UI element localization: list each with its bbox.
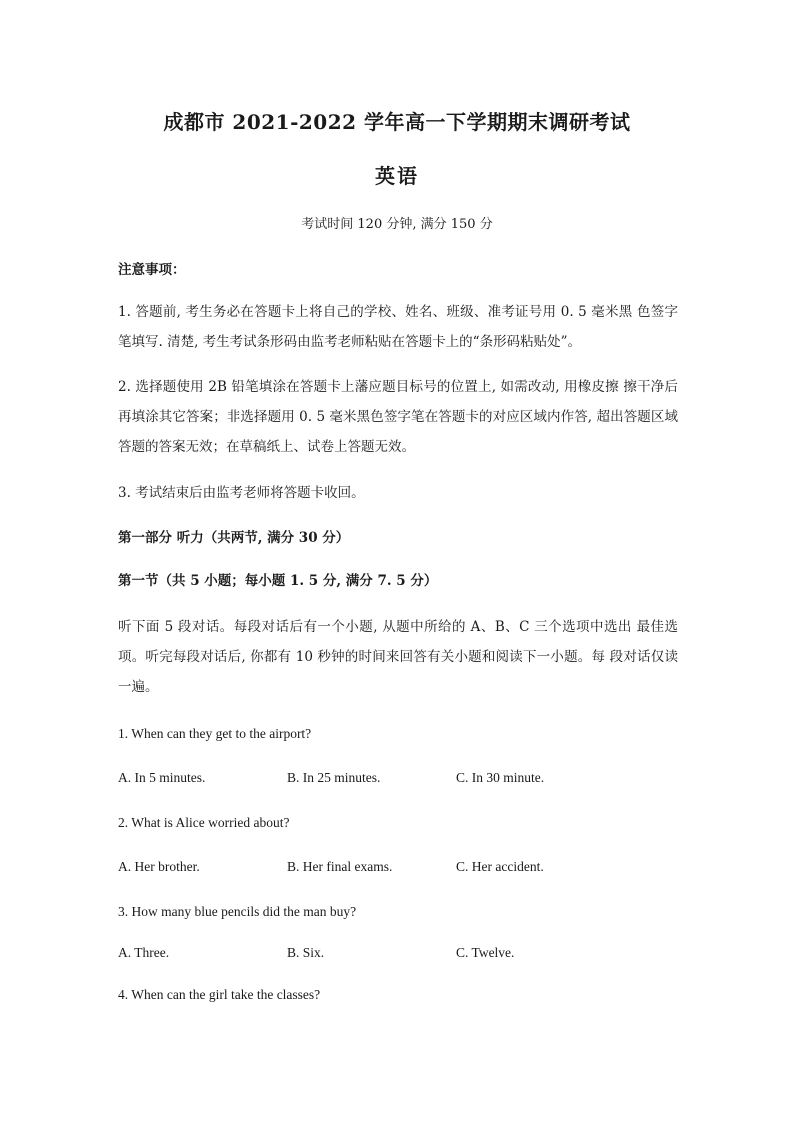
option-a: A. In 5 minutes. bbox=[118, 770, 206, 785]
option-c: C. Her accident. bbox=[456, 859, 544, 874]
option-b: B. Her final exams. bbox=[287, 859, 393, 874]
exam-subject: 英语 bbox=[375, 164, 419, 188]
listening-instructions: 听下面 5 段对话。每段对话后有一个小题, 从题中所给的 A、B、C 三个选项中选出 最佳选项。听完每段对话后, 你都有 10 秒钟的时间来回答有关小题和阅读下一小题。每 段对话仅读一遍。 bbox=[118, 619, 678, 695]
option-a: A. Her brother. bbox=[118, 859, 200, 874]
note-item-2: 2. 选择题使用 2B 铅笔填涂在答题卡上藩应题目标号的位置上, 如需改动, 用橡皮擦 擦干净后再填涂其它答案；非选择题用 0. 5 毫米黑色签字笔在答题卡的对应区域内作答, 超出答题区域答题的答案无效；在草稿纸上、试卷上答题无效。 bbox=[118, 379, 678, 455]
exam-title: 成都市 2021-2022 学年高一下学期期末调研考试 bbox=[163, 110, 631, 134]
option-c: C. Twelve. bbox=[456, 945, 515, 960]
option-a: A. Three. bbox=[118, 945, 170, 960]
notes-heading: 注意事项： bbox=[118, 262, 186, 278]
option-b: B. In 25 minutes. bbox=[287, 770, 381, 785]
note-item-1: 1. 答题前, 考生务必在答题卡上将自己的学校、姓名、班级、准考证号用 0. 5 毫米黑 色签字笔填写. 清楚, 考生考试条形码由监考老师粘贴在答题卡上的“条形码粘贴处”。 bbox=[118, 304, 678, 350]
question-stem: 1. When can they get to the airport? bbox=[118, 726, 312, 741]
option-b: B. Six. bbox=[287, 945, 325, 960]
question-stem: 3. How many blue pencils did the man buy? bbox=[118, 904, 357, 919]
question-stem: 2. What is Alice worried about? bbox=[118, 815, 290, 830]
option-c: C. In 30 minute. bbox=[456, 770, 545, 785]
part1-heading: 第一部分 听力（共两节, 满分 30 分） bbox=[118, 530, 350, 546]
note-item-3: 3. 考试结束后由监考老师将答题卡收回。 bbox=[118, 485, 365, 501]
exam-info: 考试时间 120 分钟, 满分 150 分 bbox=[301, 217, 493, 232]
question-stem: 4. When can the girl take the classes? bbox=[118, 987, 321, 1002]
section1-heading: 第一节（共 5 小题；每小题 1. 5 分, 满分 7. 5 分） bbox=[118, 573, 438, 589]
